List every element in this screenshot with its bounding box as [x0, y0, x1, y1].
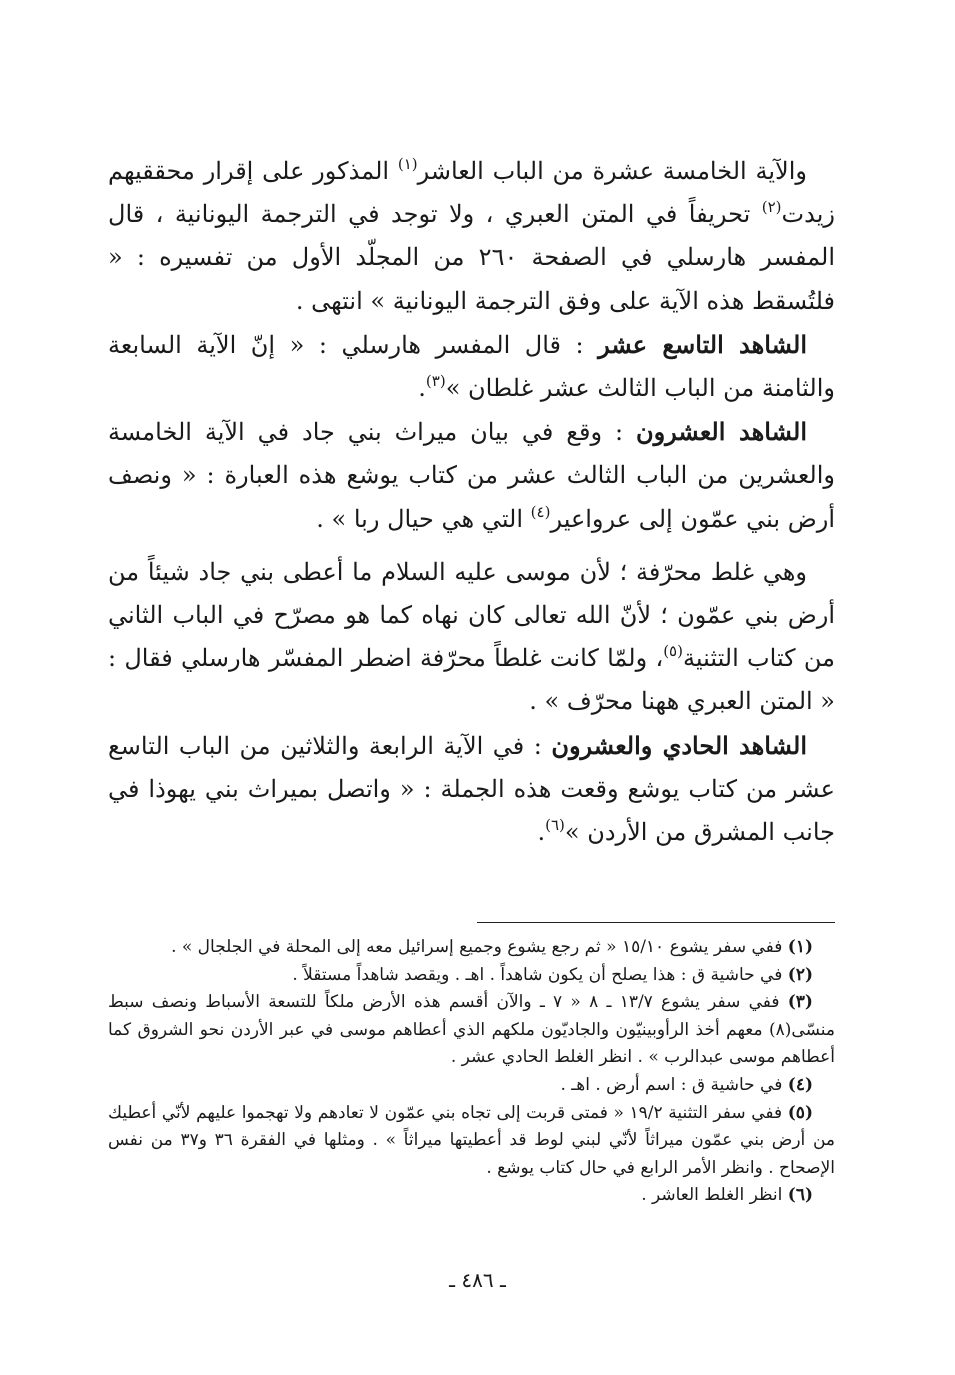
- footnote-marker-3[interactable]: (٣): [425, 372, 446, 391]
- footnote-5: (٥) ففي سفر التثنية ١٩/٢ « فمتى قربت إلى تجاه بني عمّون لا تعادهم ولا تهجموا عليهم لأنّي أعطيك من أرض بني عمّون ميراثاً لأنّي لبني لوط قد أعطيتها ميراثاً » . ومثلها في الفقرة ٣٦ و٣٧ من نفس الإصحاح . وانظر الأمر الرابع في حال كتاب يوشع .: [108, 1102, 835, 1178]
- footnote-separator: [477, 922, 835, 923]
- footnote-marker-1[interactable]: (١): [397, 155, 418, 173]
- footnote-4: (٤) في حاشية ق : اسم أرض . اهـ .: [560, 1074, 813, 1095]
- footnote-marker-2[interactable]: (٢): [761, 198, 782, 217]
- footnote-marker-5[interactable]: (٥): [663, 642, 683, 661]
- footnote-number: (٣): [787, 992, 813, 1013]
- footnote-number: (٥): [787, 1102, 813, 1123]
- footnote-number: (٦): [787, 1185, 813, 1206]
- footnote-number: (٢): [787, 964, 813, 985]
- paragraph-witness-19: الشاهد التاسع عشر : قال المفسر هارسلي : « إنّ الآية السابعة والثامنة من الباب الثالث عشر غلطان »$^{(٣)}$.: [108, 329, 835, 403]
- paragraph-1: والآية الخامسة عشرة من الباب العاشر$^{(١)}$ المذكور على إقرار محققيهم زيدت$^{(٢)}$ تحريفاً في المتن العبري ، ولا توجد في الترجمة اليونانية ، قال المفسر هارسلي في الصفحة ٢٦٠ من المجلّد الأول من تفسيره : « فلتُسقط هذه الآية على وفق الترجمة اليونانية » انتهى .: [108, 155, 835, 315]
- footnote-2: (٢) في حاشية ق : هذا يصلح أن يكون شاهداً . اهـ . ويقصد شاهداً مستقلاً .: [292, 964, 813, 985]
- paragraph-heading: الشاهد التاسع عشر: [598, 329, 808, 359]
- footnote-number: (٤): [787, 1074, 813, 1095]
- footnote-3: (٣) ففي سفر يشوع ١٣/٧ ـ ٨ « ٧ ـ والآن أقسم هذه الأرض ملكاً للتسعة الأسباط ونصف سبط منسّى(٨) معهم أخذ الرأوبينيّون والجاديّون ملكهم الذي أعطاهم موسى في عبر الأردن نحو الشروق كما أعطاهم موسى عبدالرب » . انظر الغلط الحادي عشر .: [108, 992, 835, 1068]
- footnotes: [108, 934, 835, 1210]
- footnote-marker-4[interactable]: (٤): [530, 502, 551, 521]
- footnote-number: (١): [787, 937, 813, 957]
- paragraph-heading: الشاهد العشرون: [635, 417, 807, 447]
- footnote-marker-6[interactable]: (٦): [545, 816, 565, 835]
- main-text: [108, 150, 835, 854]
- page-number: ـ ٤٨٦ ـ: [449, 1268, 506, 1292]
- paragraph-commentary: وهي غلط محرّفة ؛ لأن موسى عليه السلام ما أعطى بني جاد شيئاً من أرض بني عمّون ؛ لأنّ الله تعالى كان نهاه كما هو مصرّح في الباب الثاني من كتاب التثنية$^{(٥)}$، ولمّا كانت غلطاً محرّفة اضطر المفسّر هارسلي فقال : « المتن العبري ههنا محرّف » .: [108, 557, 835, 716]
- footnote-6: (٦) انظر الغلط العاشر .: [641, 1185, 813, 1206]
- footnote-1: (١) ففي سفر يشوع ١٥/١٠ « ثم رجع يشوع وجميع إسرائيل معه إلى المحلة في الجلجال » .: [171, 937, 813, 957]
- paragraph-witness-20: الشاهد العشرون : وقع في بيان ميراث بني جاد في الآية الخامسة والعشرين من الباب الثالث عشر من كتاب يوشع هذه العبارة : « ونصف أرض بني عمّون إلى عرواعير$^{(٤)}$ التي هي حيال ربا » .: [108, 417, 835, 533]
- paragraph-heading: الشاهد الحادي والعشرون: [551, 730, 807, 760]
- paragraph-witness-21: الشاهد الحادي والعشرون : في الآية الرابعة والثلاثين من الباب التاسع عشر من كتاب يوشع وقعت هذه الجملة : « واتصل بميراث بني يهوذا في جانب المشرق من الأردن »$^{(٦)}$.: [108, 730, 835, 847]
